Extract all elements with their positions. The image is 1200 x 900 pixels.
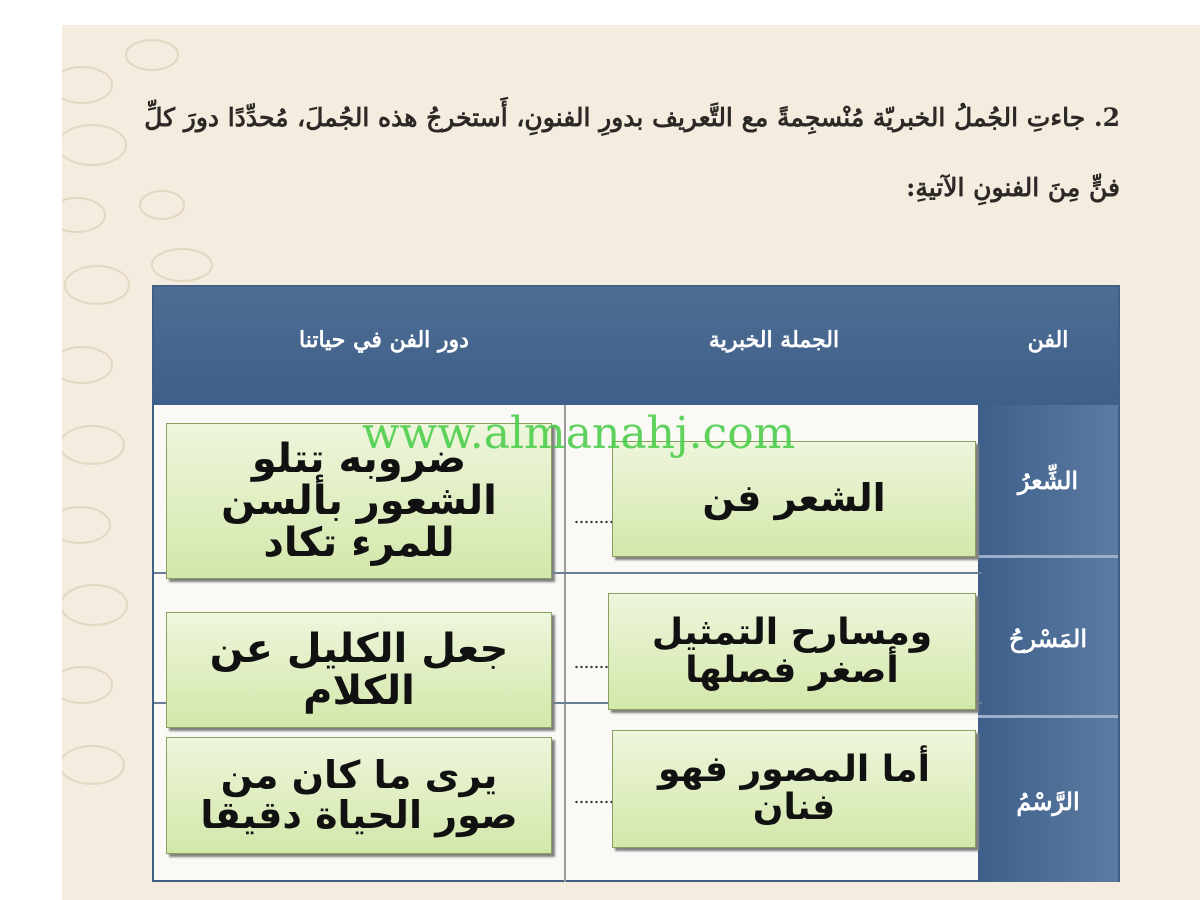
answer-text: الشعر فن	[702, 476, 886, 521]
column-divider	[564, 405, 566, 882]
answer-text: جعل الكليل عن الكلام	[209, 626, 509, 714]
art-cell-poetry: الشِّعرُ	[1017, 465, 1079, 495]
art-cell-drawing: الرَّسْمُ	[978, 715, 1118, 885]
header-sentence: الجملة الخبرية	[708, 327, 840, 353]
header-role: دور الفن في حياتنا	[299, 327, 469, 353]
answer-text: أما المصور فهو فنان	[658, 749, 930, 828]
header-art: الفن	[1027, 327, 1069, 353]
art-column	[978, 405, 1118, 882]
answer-card-role-drawing[interactable]	[166, 737, 552, 854]
answer-card-sentence-theater[interactable]	[608, 593, 976, 710]
table-header	[154, 287, 1118, 405]
answer-card-role-theater[interactable]	[166, 612, 552, 728]
watermark: www.almanahj.com	[362, 408, 796, 459]
answer-text: ومسارح التمثيل أصغر فصلها	[651, 611, 933, 691]
art-cell-theater: المَسْرحُ	[978, 555, 1118, 718]
answer-card-sentence-drawing[interactable]	[612, 730, 976, 848]
question-text: 2. جاءتِ الجُملُ الخبريّة مُنْسجِمةً مع التَّعريف بدورِ الفنونِ، أَستخرجُ هذه الجُملَ، مُحدِّدًا دورَ كلِّ فنٍّ مِنَ الفنونِ الآتيةِ:	[144, 103, 1120, 202]
answer-text: ضروبه تتلو الشعور بألسن للمرء تكاد	[221, 436, 497, 566]
answer-text: يرى ما كان من صور الحياة دقيقا	[200, 752, 518, 837]
